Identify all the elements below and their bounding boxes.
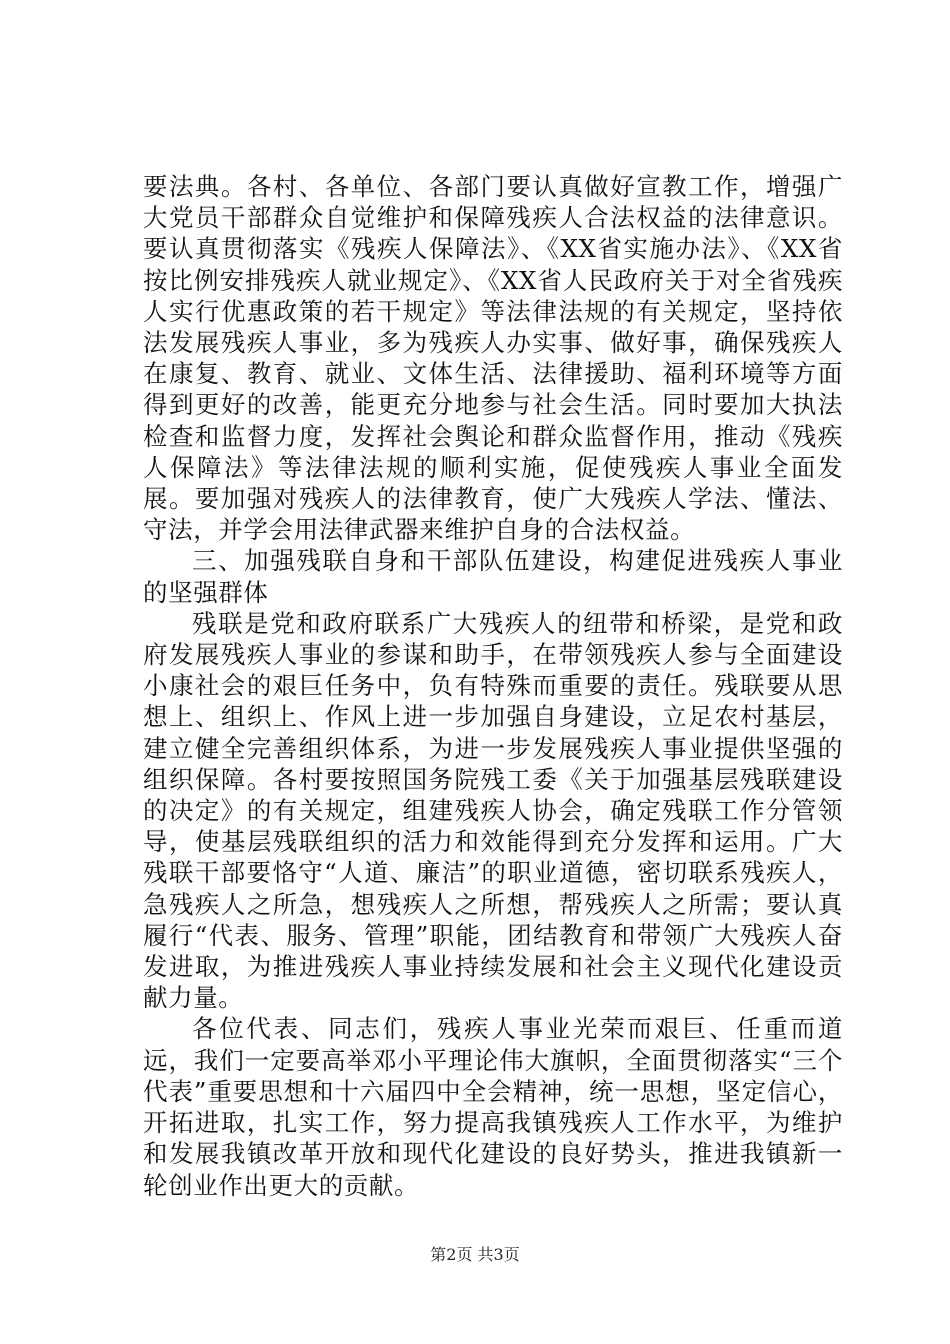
paragraph-section-three: 残联是党和政府联系广大残疾人的纽带和桥梁，是党和政府发展残疾人事业的参谋和助手，在带领残疾人参与全面建设小康社会的艰巨任务中，负有特殊而重要的责任。残联要从思想上、组织上、作风上进一步加强自身建设，立足农村基层，建立健全完善组织体系，为进一步发展残疾人事业提供坚强的组织保障。各村要按照国务院残工委《关于加强基层残联建设的决定》的有关规定，组建残疾人协会，确定残联工作分管领导，使基层残联组织的活力和效能得到充分发挥和运用。广大残联干部要恪守“人道、廉洁”的职业道德，密切联系残疾人，急残疾人之所急，想残疾人之所想，帮残疾人之所需；要认真履行“代表、服务、管理”职能，团结教育和带领广大残疾人奋发进取，为推进残疾人事业持续发展和社会主义现代化建设贡献力量。 <box>143 608 843 1013</box>
document-body <box>143 171 843 1201</box>
paragraph-closing: 各位代表、同志们，残疾人事业光荣而艰巨、任重而道远，我们一定要高举邓小平理论伟大旗帜，全面贯彻落实“三个代表”重要思想和十六届四中全会精神，统一思想，坚定信心，开拓进取，扎实工作，努力提高我镇残疾人工作水平，为维护和发展我镇改革开放和现代化建设的良好势头，推进我镇新一轮创业作出更大的贡献。 <box>143 1014 843 1200</box>
paragraph-continuation: 要法典。各村、各单位、各部门要认真做好宣教工作，增强广大党员干部群众自觉维护和保障残疾人合法权益的法律意识。要认真贯彻落实《残疾人保障法》、《XX省实施办法》、《XX省按比例安排残疾人就业规定》、《XX省人民政府关于对全省残疾人实行优惠政策的若干规定》等法律法规的有关规定，坚持依法发展残疾人事业，多为残疾人办实事、做好事，确保残疾人在康复、教育、就业、文体生活、法律援助、福利环境等方面得到更好的改善，能更充分地参与社会生活。同时要加大执法检查和监督力度，发挥社会舆论和群众监督作用，推动《残疾人保障法》等法律法规的顺利实施，促使残疾人事业全面发展。要加强对残疾人的法律教育，使广大残疾人学法、懂法、守法，并学会用法律武器来维护自身的合法权益。 <box>143 172 843 545</box>
section-heading: 三、加强残联自身和干部队伍建设，构建促进残疾人事业的坚强群体 <box>143 546 843 607</box>
page-footer: 第2页 共3页 <box>430 1245 520 1264</box>
